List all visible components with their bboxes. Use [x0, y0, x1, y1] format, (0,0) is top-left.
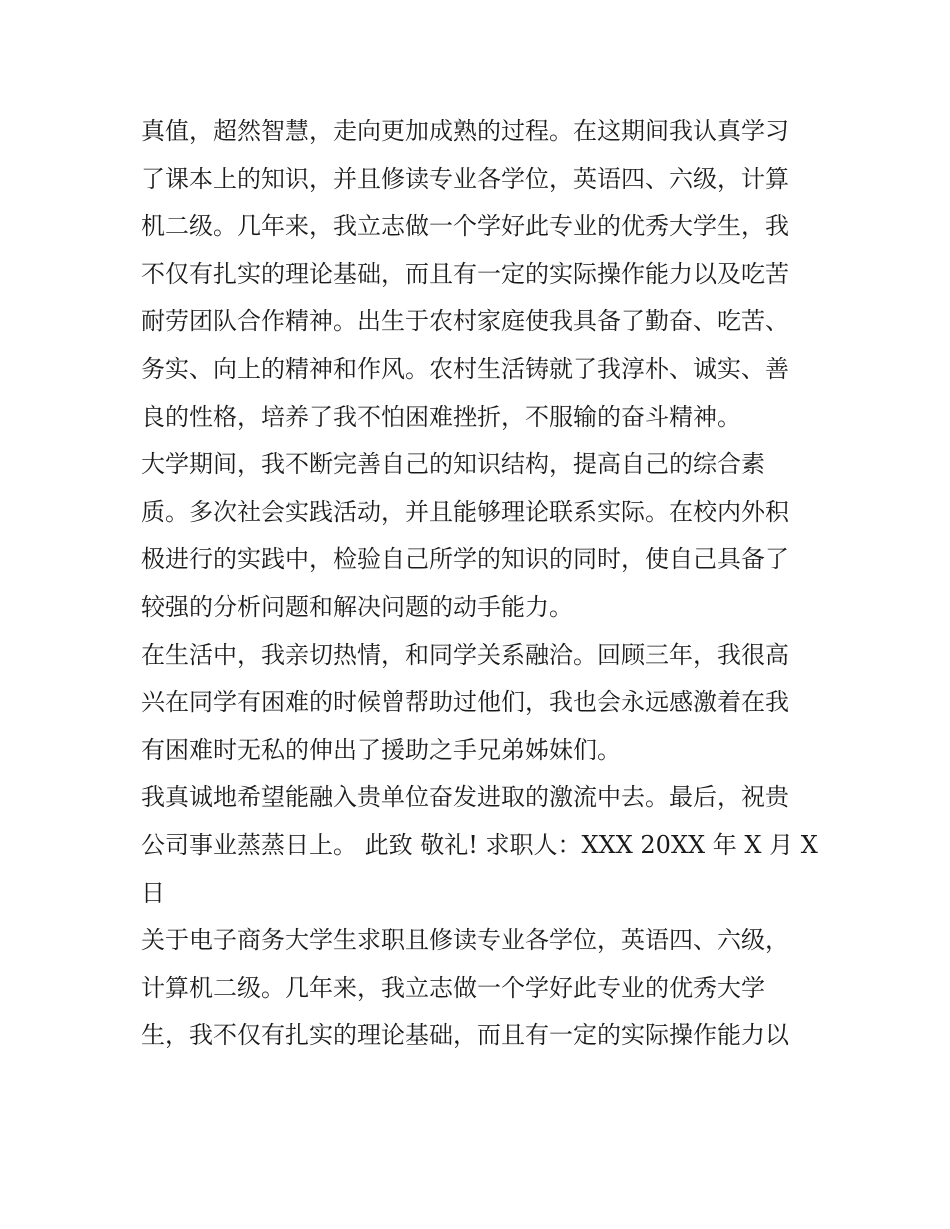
text-line: 关于电子商务大学生求职且修读专业各学位，英语四、六级，	[141, 926, 789, 955]
text-line: 兴在同学有困难的时候曾帮助过他们，我也会永远感激着在我	[141, 688, 789, 717]
text-line: 生，我不仅有扎实的理论基础，而且有一定的实际操作能力以	[141, 1021, 789, 1050]
text-line: 公司事业蒸蒸日上。 此致 敬礼! 求职人：XXX 20XX 年 X 月 X	[141, 830, 818, 859]
document-body	[141, 108, 818, 1060]
text-line: 不仅有扎实的理论基础，而且有一定的实际操作能力以及吃苦	[141, 259, 789, 288]
text-line: 质。多次社会实践活动，并且能够理论联系实际。在校内外积	[141, 497, 789, 526]
text-line: 务实、向上的精神和作风。农村生活铸就了我淳朴、诚实、善	[141, 354, 789, 383]
text-line: 极进行的实践中，检验自己所学的知识的同时，使自己具备了	[141, 545, 789, 574]
text-line: 日	[141, 878, 165, 907]
text-line: 耐劳团队合作精神。出生于农村家庭使我具备了勤奋、吃苦、	[141, 307, 789, 336]
text-line: 我真诚地希望能融入贵单位奋发进取的激流中去。最后，祝贵	[141, 783, 789, 812]
text-line: 计算机二级。几年来，我立志做一个学好此专业的优秀大学	[141, 973, 765, 1002]
text-line: 机二级。几年来，我立志做一个学好此专业的优秀大学生，我	[141, 212, 789, 241]
text-line: 良的性格，培养了我不怕困难挫折，不服输的奋斗精神。	[141, 402, 741, 431]
text-line: 了课本上的知识，并且修读专业各学位，英语四、六级，计算	[141, 164, 789, 193]
text-line: 在生活中，我亲切热情，和同学关系融洽。回顾三年，我很高	[141, 640, 789, 669]
text-line: 有困难时无私的伸出了援助之手兄弟姊妹们。	[141, 735, 621, 764]
text-line: 真值，超然智慧，走向更加成熟的过程。在这期间我认真学习	[141, 117, 789, 145]
text-line: 较强的分析问题和解决问题的动手能力。	[141, 592, 573, 621]
text-line: 大学期间，我不断完善自己的知识结构，提高自己的综合素	[141, 450, 765, 479]
